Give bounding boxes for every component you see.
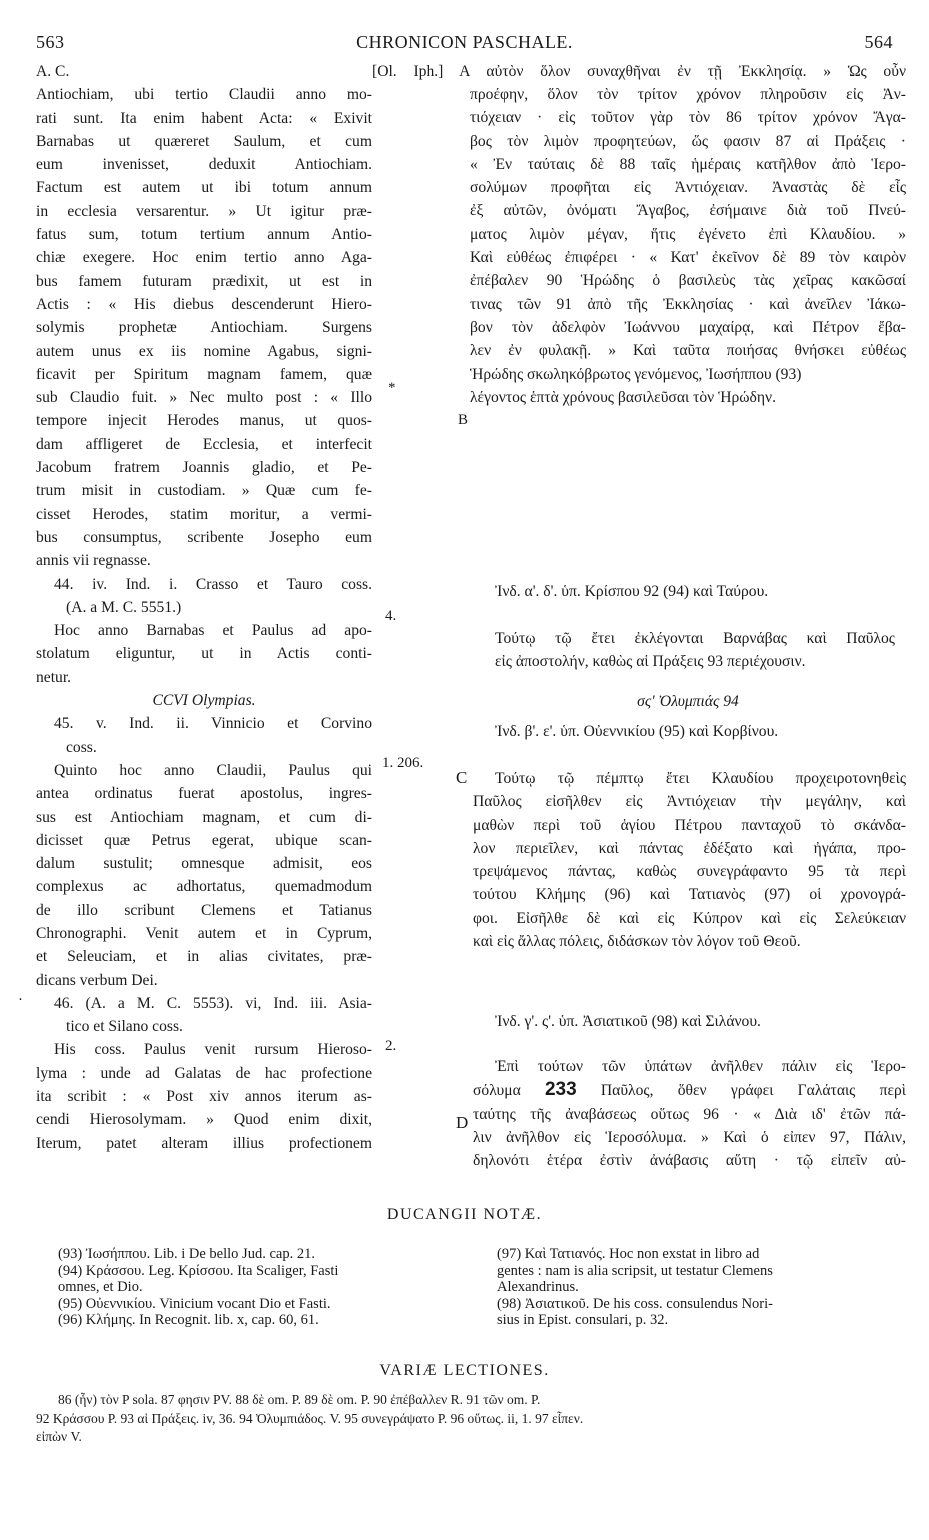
greek-line: λεν ἐν φυλακῇ. » Καὶ ταῦτα ποιήσας θνήσκει εὐθέως xyxy=(470,342,906,360)
latin-line: Jacobum fratrem Joannis gladio, et Pe- xyxy=(36,459,372,477)
margin-dot: · xyxy=(18,992,23,1008)
greek-line: σολύμων προφῆται εἰς Ἀντιόχειαν. Ἀναστὰς δὲ εἷς xyxy=(470,179,906,197)
latin-line: cisset Herodes, statim moritur, a vermi- xyxy=(36,505,372,523)
greek-paragraph xyxy=(473,1055,906,1172)
year-heading: 44. iv. Ind. i. Crasso et Tauro coss. xyxy=(54,575,372,593)
year-heading: coss. xyxy=(66,738,97,756)
greek-line: λέγοντος ἑπτὰ χρόνους βασιλεῦσαι τὸν Ἡρώδην. xyxy=(470,388,776,406)
greek-line: τούτου Κλήμης (96) καὶ Τατιανὸς (97) οἱ χρονογρά- xyxy=(473,886,906,904)
variae-lectiones-body xyxy=(36,1391,903,1447)
greek-line: Παῦλος εἰσῆλθεν εἰς Ἀντιόχειαν τὴν μεγάλην, καὶ xyxy=(473,793,906,811)
latin-line: chiæ exegere. Hoc enim tertio anno Aga- xyxy=(36,249,372,267)
latin-line: tempore injecit Herodes manus, ut quos- xyxy=(36,412,372,430)
greek-line: [Ol. Iph.] A αὐτὸν ὅλον συναχθῆναι ἐν τῇ Ἐκκλησίᾳ. » Ὡς οὖν xyxy=(372,63,906,80)
latin-line: annis vii regnasse. xyxy=(36,552,151,570)
variant-line: εἰπὼν V. xyxy=(36,1429,82,1444)
note-line: gentes : nam is alia scripsit, ut testatur Clemens xyxy=(497,1262,773,1279)
greek-line: Τούτῳ τῷ πέμπτῳ ἔτει Κλαυδίου προχειροτονηθεὶς xyxy=(495,770,906,787)
latin-line: dalum sustulit; omnesque admisit, eos xyxy=(36,855,372,873)
latin-line: bus famem futuram prædixit, ut est in xyxy=(36,272,372,290)
margin-year: 2. xyxy=(385,1038,397,1054)
variant-line: 86 (ἦν) τὸν P sola. 87 φησιν PV. 88 δὲ om. P. 89 δὲ om. P. 90 ἐπέβαλλεν R. 91 τῶν om. P. xyxy=(58,1392,541,1407)
latin-line: bus consumptus, scribente Josepho eum xyxy=(36,528,372,546)
latin-line: dicisset quæ Petrus egerat, ubique scan- xyxy=(36,831,372,849)
note-line: (94) Κράσσου. Leg. Κρίσσου. Ita Scaliger, Fasti xyxy=(58,1262,339,1279)
greek-line: λιν ἀνῆλθον εἰς Ἱεροσόλυμα. » Καὶ ὁ εἰπεν 97, Πάλιν, xyxy=(473,1128,906,1146)
latin-line: Quinto hoc anno Claudii, Paulus qui xyxy=(54,761,372,779)
greek-paragraph xyxy=(495,627,895,674)
greek-line: λον περιεῖλεν, καὶ πάντας ἐδέξατο καὶ ἠγάπα, προ- xyxy=(473,839,906,857)
latin-line: antea ordinatus fuerat apostolus, ingres- xyxy=(36,785,372,803)
latin-line: Antiochiam, ubi tertio Claudii anno mo- xyxy=(36,86,372,104)
latin-line: autem unus ex iis nomine Agabus, signi- xyxy=(36,342,372,360)
note-line: (97) Καὶ Τατιανός. Hoc non exstat in libro ad xyxy=(497,1246,760,1262)
latin-line: complexus ac adhortatus, quemadmodum xyxy=(36,878,372,896)
latin-line: Actis : « His diebus descenderunt Hiero- xyxy=(36,295,372,313)
indiction-heading: Ἰνδ. γ'. ς'. ὑπ. Ἀσιατικοῦ (98) καὶ Σιλάνου. xyxy=(495,1013,761,1030)
note-line: Alexandrinus. xyxy=(497,1279,579,1295)
indiction-heading: Ἰνδ. α'. δ'. ὑπ. Κρίσπου 92 (94) καὶ Ταύρου. xyxy=(495,583,769,600)
latin-line: trum misit in custodiam. » Quæ cum fe- xyxy=(36,482,372,500)
margin-letter-b: B xyxy=(458,412,469,428)
latin-line: sus est Antiochiam magnam, et cum di- xyxy=(36,808,372,826)
indiction-heading: Ἰνδ. β'. ε'. ὑπ. Οὐεννικίου (95) καὶ Κορβίνου. xyxy=(495,723,779,740)
greek-line: ἐξ αὐτῶν, ὀνόματι Ἄγαβος, ἐσήμαινε διὰ τοῦ Πνεύ- xyxy=(470,202,906,220)
year-heading: (A. a M. C. 5551.) xyxy=(66,598,182,616)
latin-line: dicans verbum Dei. xyxy=(36,971,158,989)
latin-line: rati sunt. Ita enim habent Acta: « Exivit xyxy=(36,109,372,127)
margin-year: 1. 206. xyxy=(382,755,424,771)
greek-word: σόλυμα xyxy=(473,1082,521,1100)
greek-line: ἐπέβαλεν 90 Ἡρώδης ὁ βασιλεὺς τὰς χεῖρας κακῶσαί xyxy=(470,272,906,290)
greek-line: τρεψάμενος πάντας, καθὼς συνεγράφαντο 95 τὰ περὶ xyxy=(473,863,906,881)
margin-letter-d: D xyxy=(456,1113,469,1132)
greek-line: Ἡρώδης σκωληκόβρωτος γενόμενος, Ἰωσήππου (93) xyxy=(470,365,802,383)
greek-line: δηλονότι ἑτέρα ἐστὶν ἀνάβασις αὕτη · τῷ εἰπεῖν αὐ- xyxy=(473,1152,906,1170)
latin-line: dam affligeret de Ecclesia, et interfecit xyxy=(36,435,372,453)
latin-line: eum invenisset, deduxit Antiochiam. xyxy=(36,156,372,174)
year-heading: tico et Silano coss. xyxy=(66,1018,183,1036)
latin-line: His coss. Paulus venit rursum Hieroso- xyxy=(54,1041,372,1059)
note-line: (96) Κλήμης. In Recognit. lib. x, cap. 60, 61. xyxy=(58,1312,319,1328)
page-number-right: 564 xyxy=(864,32,893,52)
latin-line: Factum est autem ut ibi totum annum xyxy=(36,179,372,197)
note-line: (95) Οὐεννικίου. Vinicium vocant Dio et Fasti. xyxy=(58,1295,331,1312)
greek-column-first-line xyxy=(372,60,906,83)
note-line: (98) Ἀσιατικοῦ. De his coss. consulendus Nori- xyxy=(497,1295,773,1312)
latin-line: sub Claudio fuit. » Nec multo post : « Illo xyxy=(36,389,372,407)
latin-line: Chronographi. Venit autem et in Cyprum, xyxy=(36,924,372,942)
greek-line: εἰς ἀποστολήν, καθὼς αἱ Πράξεις 93 περιέχουσιν. xyxy=(495,653,806,671)
latin-line: Iterum, patet alteram illius profectionem xyxy=(36,1134,372,1152)
margin-year: 4. xyxy=(385,608,397,624)
greek-column xyxy=(470,83,906,409)
latin-line: netur. xyxy=(36,668,72,686)
variant-line: 92 Κράσσου P. 93 αἱ Πράξεις. iv, 36. 94 Ὀλυμπιάδος. V. 95 συνεγράψατο P. 96 οὕτως. ii, 1. 97 εἶπεν. xyxy=(36,1410,584,1426)
greek-line: Ἐπὶ τούτων τῶν ὑπάτων ἀνῆλθεν πάλιν εἰς Ἱερο- xyxy=(495,1058,906,1075)
year-heading: 46. (A. a M. C. 5553). vi, Ind. iii. Asia- xyxy=(54,994,372,1012)
greek-line: Τούτῳ τῷ ἔτει ἐκλέγονται Βαρνάβας καὶ Παῦλος xyxy=(495,630,895,647)
greek-paragraph xyxy=(473,767,906,953)
latin-line: stolatum eliguntur, ut in Actis conti- xyxy=(36,645,372,663)
note-line: (93) Ἰωσήππου. Lib. i De bello Jud. cap. 21. xyxy=(58,1246,315,1262)
latin-line: A. C. xyxy=(36,63,70,80)
greek-line: τινας τῶν 91 ἀπὸ τῆς Ἐκκλησίας · καὶ ἀνεῖλεν Ἰάκω- xyxy=(470,295,906,313)
greek-line xyxy=(473,1078,906,1102)
margin-asterisk: * xyxy=(388,380,396,396)
latin-line: ficavit per Spiritum magnam famem, quæ xyxy=(36,365,372,383)
greek-line: φοι. Εἰσῆλθε δὲ καὶ εἰς Κύπρον καὶ εἰς Σελεύκειαν xyxy=(473,909,906,927)
greek-text: Παῦλος, ὅθεν γράφει Γαλάταις περὶ xyxy=(600,1082,906,1100)
greek-line: βον τὸν ἀδελφὸν Ἰωάννου μαχαίρᾳ, καὶ Πέτρον ἔβα- xyxy=(470,318,906,336)
latin-line: de illo scribunt Clemens et Tatianus xyxy=(36,901,372,919)
running-title: CHRONICON PASCHALE. xyxy=(356,32,573,52)
ducange-notes-left xyxy=(58,1246,458,1329)
note-line: sius in Epist. consulari, p. 32. xyxy=(497,1312,669,1328)
greek-line: μαθὼν περὶ τοῦ ἁγίου Πέτρου πανταχοῦ τὸ σκάνδα- xyxy=(473,816,906,834)
latin-line: cendi Hierosolymam. » Quod enim dixit, xyxy=(36,1111,372,1129)
latin-line: et Seleuciam, et in alias civitates, præ- xyxy=(36,948,372,966)
ducange-notes-title: DUCANGII NOTÆ. xyxy=(386,1206,543,1223)
greek-line: ταύτης τῆς ἀναβάσεως οὕτως 96 · « Διὰ ιδ' ἐτῶν πά- xyxy=(473,1105,906,1123)
latin-line: solymis prophetæ Antiochiam. Surgens xyxy=(36,319,372,337)
page-number-left: 563 xyxy=(36,32,65,52)
greek-line: τιόχειαν · εἰς τοῦτον γὰρ τὸν 86 τρίτον χρόνον Ἄγα- xyxy=(470,109,906,127)
latin-line: lyma : unde ad Galatas de hac profectione xyxy=(36,1064,372,1082)
greek-line: « Ἐν ταύταις δὲ 88 ταῖς ἡμέραις κατῆλθον ἀπὸ Ἱερο- xyxy=(470,155,906,173)
greek-line: βος τὸν λιμὸν προφητεύων, ὥς φασιν 87 αἱ Πράξεις · xyxy=(470,132,906,150)
column-number: 233 xyxy=(544,1079,577,1101)
margin-letter-c: C xyxy=(456,768,468,787)
greek-line: ματος λιμὸν μέγαν, ἥτις ἐγένετο ἐπὶ Κλαυδίου. » xyxy=(470,225,906,243)
latin-line: ita scribit : « Post xiv annos iterum as- xyxy=(36,1088,372,1106)
latin-line: Barnabas ut quæreret Saulum, et cum xyxy=(36,132,372,150)
greek-line: προέφην, ὅλον τὸν τρίτον χρόνον πληροῦσιν εἰς Ἀν- xyxy=(470,86,906,103)
ducange-notes-right xyxy=(497,1246,897,1329)
latin-line: in ecclesia versarentur. » Ut igitur præ- xyxy=(36,202,372,220)
latin-column xyxy=(36,60,372,1155)
note-line: omnes, et Dio. xyxy=(58,1279,143,1295)
olympiad-heading: CCVI Olympias. xyxy=(152,692,256,710)
olympiad-heading-greek: σς' Ὀλυμπιάς 94 xyxy=(637,693,739,710)
latin-line: Hoc anno Barnabas et Paulus ad apo- xyxy=(54,622,372,640)
year-heading: 45. v. Ind. ii. Vinnicio et Corvino xyxy=(54,715,372,733)
greek-line: καὶ εἰς ἄλλας πόλεις, διδάσκων τὸν λόγον τοῦ Θεοῦ. xyxy=(473,933,801,951)
latin-line: fatus sum, totum tertium annum Antio- xyxy=(36,226,372,244)
greek-line: Καὶ εὐθέως ἐπιφέρει · « Κατ' ἐκεῖνον δὲ 89 τὸν καιρὸν xyxy=(470,249,906,267)
variae-lectiones-title: VARIÆ LECTIONES. xyxy=(379,1362,550,1379)
